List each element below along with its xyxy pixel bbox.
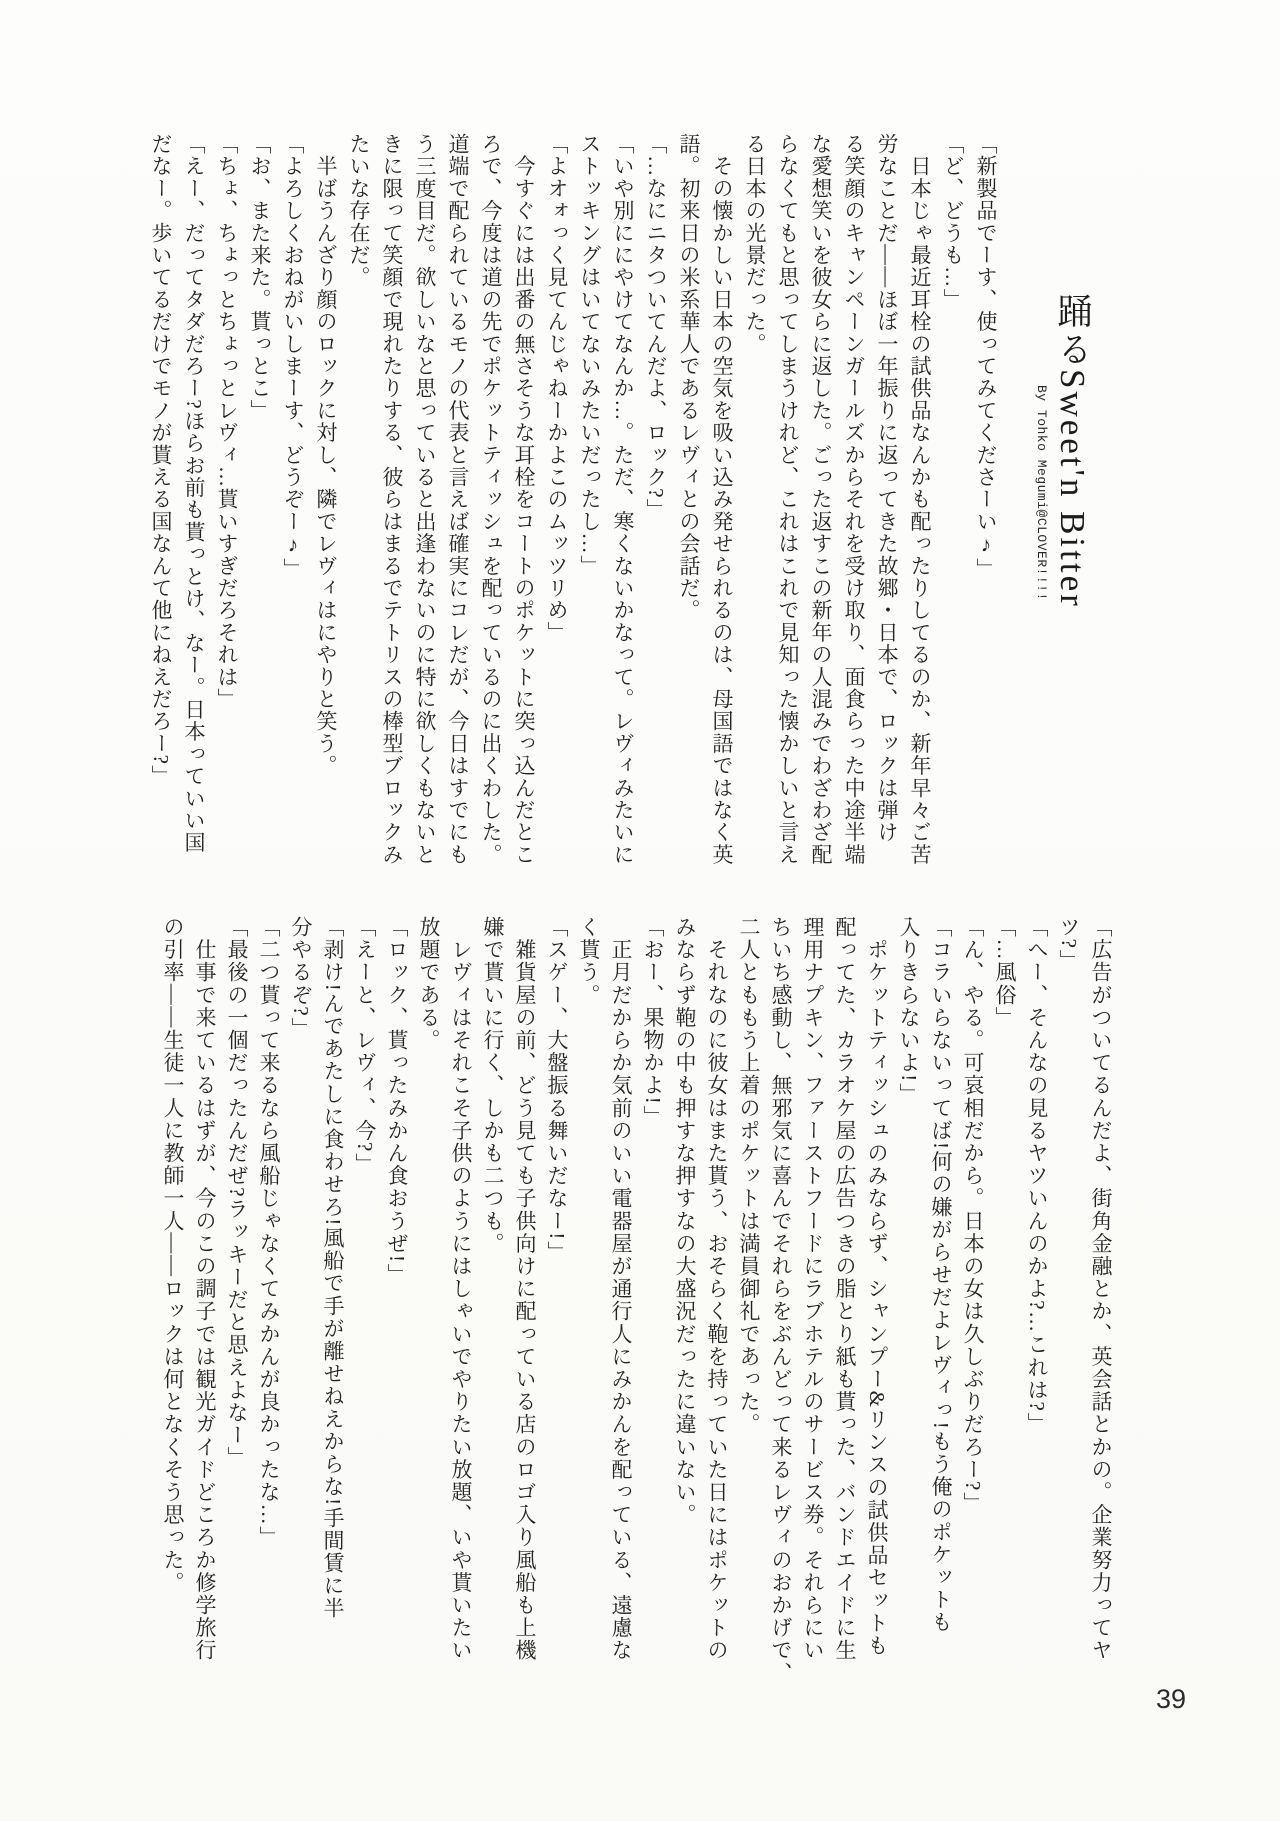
text-column: う三度目だ。欲しいなと思っていると出逢わないのに特に欲しくもないと [413, 133, 437, 866]
text-column: 半ばうんざり顔のロックに対し、隣でレヴィはにやりと笑う。 [314, 133, 338, 777]
text-column: 今すぐには出番の無さそうな耳栓をコートのポケットに突っ込んだとこ [512, 133, 536, 866]
text-column: 「ど、どうも…」 [941, 133, 965, 311]
text-column: ポケットティッシュのみならず、シャンプー&リンスの試供品セットも [865, 916, 889, 1658]
text-column: ろで、今度は道の先でポケットティッシュを配っているのに出くわした。 [479, 133, 503, 866]
text-column: それなのに彼女はまた貰う、おそらく鞄を持っていた日にはポケットの [705, 916, 729, 1662]
text-column: だなー。歩いてるだけでモノが貰える国なんて他にねえだろー?」 [149, 133, 173, 788]
story-text-block-1 [144, 133, 1002, 885]
text-column: 「えー、だってタダだろー?ほらお前も貰っとけ、なー。日本っていい国 [182, 133, 206, 854]
text-column: 「えーと、レヴィ、今?」 [353, 916, 377, 1176]
text-column: 放題である。 [417, 916, 441, 1052]
text-column: 「二つ貰って来るなら風船じゃなくてみかんが良かったな…」 [257, 916, 281, 1549]
text-column: 「よオォっく見てんじゃねーかよこのムッツリめ」 [545, 133, 569, 644]
text-column: 「最後の一個だったんだぜ?ラッキーだと思えよなー」 [225, 916, 249, 1470]
text-column: 「よろしくおねがいしまーす、どうぞー♪」 [281, 133, 305, 580]
text-column: 「ロック、貰ったみかん食おうぜ!」 [385, 916, 409, 1287]
story-byline: By Tohko Megumi@CLOVER!!!! [1034, 385, 1049, 601]
text-column: 入りきらないよ!」 [897, 916, 921, 1106]
text-column: 「スゲー、大盤振る舞いだなー!」 [545, 916, 569, 1264]
text-column: な愛想笑いを彼女らに返した。ごった返すこの新年の人混みでわざわざ配 [809, 133, 833, 866]
text-column: 「へー、そんなの見るヤツいんのかよ?…これは?」 [1025, 916, 1049, 1436]
text-column: ちいち感動し、無邪気に喜んでそれらをぶんどって来るレヴィのおかげで、 [769, 916, 793, 1685]
text-column: 「いや別ににやけてなんか…。ただ、寒くないかなって。レヴィみたいに [611, 133, 635, 866]
text-column: る日本の光景だった。 [743, 133, 767, 355]
text-column: る笑顔のキャンペーンガールズからそれを受け取り、面食らった中途半端 [842, 133, 866, 866]
text-column: 「ん、やる。可哀相だから。日本の女は久しぶりだろー?」 [961, 916, 985, 1515]
text-column: 二人とももう上着のポケットは満員御礼であった。 [737, 916, 761, 1436]
text-column: 日本じゃ最近耳栓の試供品なんかも配ったりしてるのか、新年早々ご苦 [908, 133, 932, 866]
text-column: 「コラいらないってば!何の嫌がらせだよレヴィっ!もう俺のポケットも [929, 916, 953, 1634]
text-column: 「…風俗」 [993, 916, 1017, 1029]
text-column: く貰う。 [577, 916, 601, 1007]
text-column: 道端で配られているモノの代表と言えば確実にコレだが、今日はすでにも [446, 133, 470, 866]
text-column: 「…なにニタついてんだよ、ロック?」 [644, 133, 668, 521]
text-column: 仕事で来ているはずが、今のこの調子では観光ガイドどころか修学旅行 [193, 916, 217, 1662]
text-column: レヴィはそれこそ子供のようにはしゃいでやりたい放題、いや貰いたい [449, 916, 473, 1662]
text-column: 分やるぞ?」 [289, 916, 313, 1040]
text-column: たいな存在だ。 [347, 133, 371, 289]
text-column: 「ちょ、ちょっとちょっとレヴィ…貰いすぎだろそれは」 [215, 133, 239, 711]
text-column: その懐かしい日本の空気を吸い込み発せられるのは、母国語ではなく英 [710, 133, 734, 866]
text-column: みならず鞄の中も押すな押すなの大盛況だったに違いない。 [673, 916, 697, 1527]
text-column: の引率――生徒一人に教師一人――ロックは何となくそう思った。 [161, 916, 185, 1594]
text-column: 理用ナプキン、ファーストフードにラブホテルのサービス券。それらにい [801, 916, 825, 1662]
page-number: 39 [1156, 1684, 1187, 1714]
text-column: ツ?」 [1057, 916, 1081, 973]
text-column: 語。初来日の米系華人であるレヴィとの会話だ。 [677, 133, 701, 622]
text-column: きに限って笑顔で現れたりする、彼らはまるでテトリスの棒型ブロックみ [380, 133, 404, 866]
text-column: 正月だからか気前のいい電器屋が通行人にみかんを配っている、遠慮な [609, 916, 633, 1662]
text-column: 嫌で貰いに行く、しかも二つも。 [481, 916, 505, 1255]
text-column: ストッキングはいてないみたいだったし…」 [578, 133, 602, 577]
text-column: 労なことだ――ほぼ一年振りに返ってきた故郷・日本で、ロックは弾け [875, 133, 899, 844]
text-column: 「おー、果物かよ!」 [641, 916, 665, 1128]
text-column: 「新製品でーす、使ってみてくださーい♪」 [974, 133, 998, 580]
text-column: 「剥け!んであたしに食わせろ!風船で手が離せねえからな!手間賃に半 [321, 916, 345, 1620]
text-column: 雑貨屋の前、どう見ても子供向けに配っている店のロゴ入り風船も上機 [513, 916, 537, 1662]
text-column: 「お、また来た。貰っとこ」 [248, 133, 272, 422]
story-text-block-2 [157, 916, 1117, 1685]
story-title: 踊るSweet'n Bitter [1053, 293, 1092, 609]
text-column: らなくてもと思ってしまうけれど、これはこれで見知った懐かしいと言え [776, 133, 800, 866]
text-column: 「広告がついてるんだよ、街角金融とか、英会話とかの。企業努力ってヤ [1089, 916, 1113, 1662]
text-column: 配ってた、カラオケ屋の広告つきの脂とり紙も貰った、バンドエイドに生 [833, 916, 857, 1662]
